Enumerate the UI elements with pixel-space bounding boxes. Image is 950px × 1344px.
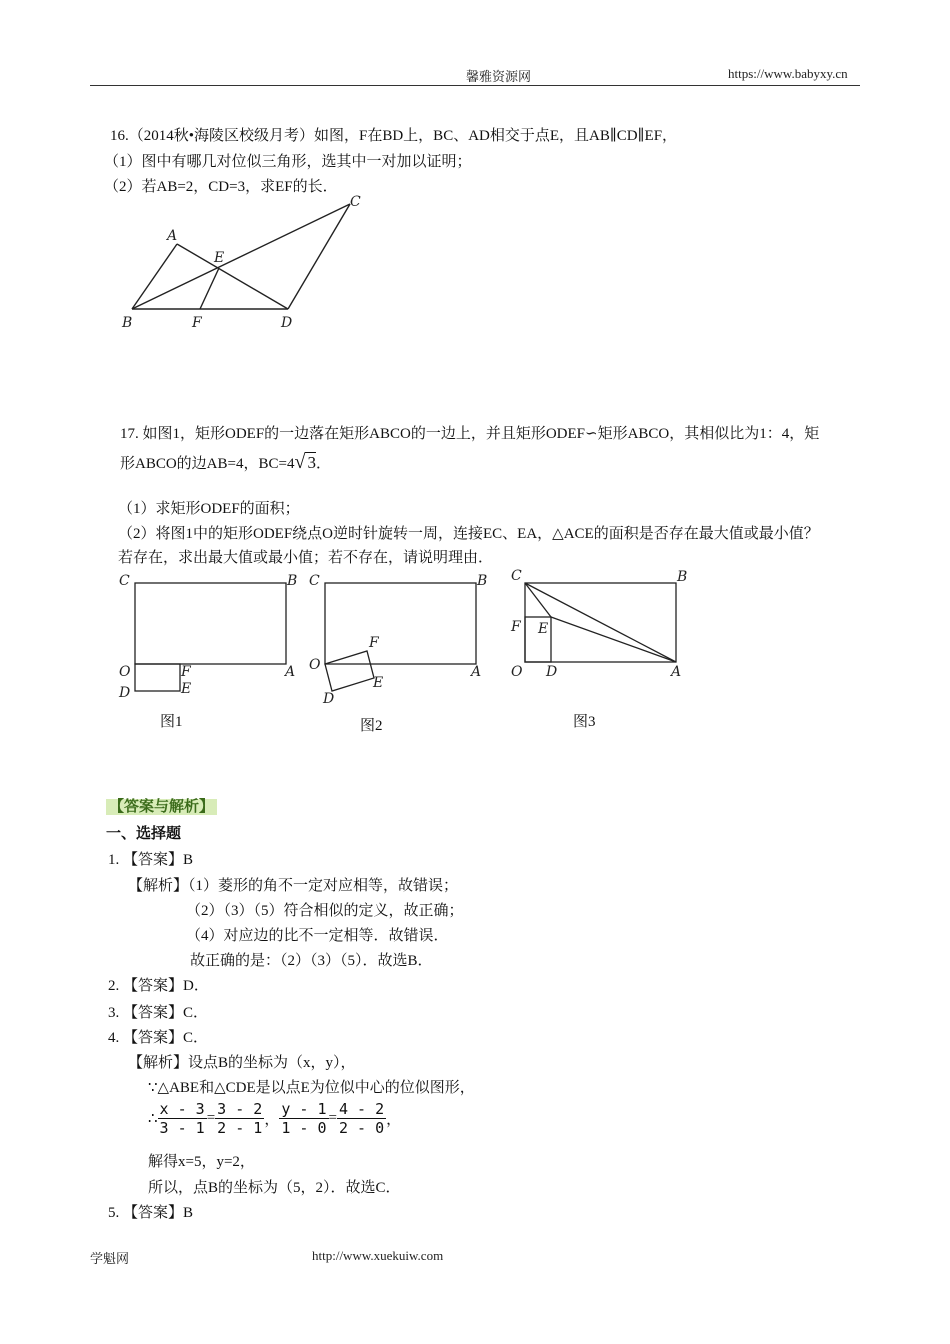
fig2-label-f: F: [369, 635, 379, 651]
answer-1-analysis-2: （2）（3）（5）符合相似的定义，故正确；: [186, 903, 464, 919]
fig2-label-d: D: [323, 691, 335, 705]
frac-4-num: 4 - 2: [338, 1100, 385, 1118]
comma-2: ，: [386, 1112, 402, 1128]
equals-1: =: [206, 1110, 216, 1126]
q17-part2: （2）将图1中的矩形ODEF绕点O逆时针旋转一周，连接EC、EA，△ACE的面积是否存在最大值或最小值？: [118, 526, 819, 542]
answer-4-analysis-3: 解得x=5，y=2，: [148, 1154, 255, 1170]
q17-part1: （1）求矩形ODEF的面积；: [118, 501, 300, 517]
frac-1-den: 3 - 1: [159, 1119, 205, 1137]
header-url[interactable]: https://www.babyxy.cn: [728, 66, 848, 81]
answer-4-equation: [148, 1100, 401, 1137]
q16-label-c: C: [350, 194, 361, 210]
q16-stem: 16.（2014秋•海陵区校级月考）如图，F在BD上，BC、AD相交于点E，且AB∥CD∥EF，: [110, 128, 678, 144]
fig1-label-d: D: [119, 685, 131, 701]
answers-title-text: 【答案与解析】: [106, 799, 217, 815]
q16-label-d: D: [281, 315, 293, 331]
fig3-label-o: O: [511, 664, 523, 680]
frac-4: [337, 1100, 386, 1137]
q17-line2: [120, 452, 331, 474]
fig3-label-e: E: [538, 621, 549, 637]
q17-fig3: [505, 565, 705, 705]
fig1-label-o: O: [119, 664, 131, 680]
answer-4: 4. 【答案】C．: [108, 1030, 209, 1046]
q16-label-f: F: [192, 315, 202, 331]
fig2-label-e: E: [373, 675, 384, 691]
fig2-label-c: C: [309, 573, 320, 589]
fig3-label-d: D: [546, 664, 558, 680]
q17-sqrt: √ 3: [294, 451, 316, 473]
q16-label-e: E: [214, 250, 225, 266]
fig2-caption: 图2: [360, 718, 383, 734]
answers-section1: 一、选择题: [106, 826, 182, 842]
header-site: 馨雅资源网: [466, 69, 532, 84]
answer-1-analysis-3: （4）对应边的比不一定相等．故错误．: [186, 928, 449, 944]
comma-1: ，: [264, 1112, 280, 1128]
q17-part2b: 若存在，求出最大值或最小值；若不存在，请说明理由．: [118, 550, 494, 566]
frac-2-num: 3 - 2: [217, 1100, 263, 1118]
answers-title: [106, 795, 217, 816]
answer-1-analysis-4: 故正确的是：（2）（3）（5）．故选B．: [190, 953, 433, 969]
fig2-label-a: A: [471, 664, 482, 680]
fig3-label-a: A: [671, 664, 682, 680]
fig2-label-b: B: [477, 573, 488, 589]
therefore-symbol: ∴: [148, 1111, 158, 1127]
q17-fig1: [115, 565, 315, 705]
q17-line2-suffix: ．: [315, 456, 331, 472]
frac-3-den: 1 - 0: [281, 1119, 327, 1137]
q16-figure: [115, 188, 375, 338]
equals-2: =: [328, 1110, 337, 1126]
frac-1-num: x - 3: [159, 1100, 205, 1118]
frac-2-den: 2 - 1: [217, 1119, 263, 1137]
answer-4-analysis-4: 所以，点B的坐标为（5，2）．故选C．: [148, 1180, 401, 1196]
answer-2: 2. 【答案】D．: [108, 978, 209, 994]
q16-part2: （2）若AB=2，CD=3，求EF的长．: [104, 179, 338, 195]
frac-3-num: y - 1: [281, 1100, 327, 1118]
q16-part1: （1）图中有哪几对位似三角形，选其中一对加以证明；: [104, 154, 472, 170]
answer-3: 3. 【答案】C．: [108, 1005, 209, 1021]
q17-fig2: [305, 565, 505, 705]
fig1-label-f: F: [181, 664, 191, 680]
frac-2: [215, 1100, 264, 1137]
q17-line1: 17. 如图1，矩形ODEF的一边落在矩形ABCO的一边上，并且矩形ODEF∽矩形ABCO，其相似比为1：4，矩: [120, 426, 820, 442]
fig3-label-b: B: [677, 569, 688, 585]
frac-3: [279, 1100, 328, 1137]
answer-4-analysis-2: ∵△ABE和△CDE是以点E为位似中心的位似图形，: [148, 1080, 475, 1096]
fig1-label-a: A: [285, 664, 296, 680]
footer-url[interactable]: http://www.xuekuiw.com: [312, 1248, 444, 1263]
q17-sqrt-radicand: 3: [307, 453, 316, 472]
q16-label-a: A: [167, 228, 178, 244]
frac-1: [158, 1100, 207, 1137]
fig1-label-c: C: [119, 573, 130, 589]
q17-line2-prefix: 形ABCO的边AB=4，BC=4: [120, 456, 295, 472]
fig3-label-f: F: [511, 619, 521, 635]
fig3-caption: 图3: [573, 714, 596, 730]
answer-1: 1. 【答案】B: [108, 852, 194, 868]
fig3-label-c: C: [511, 568, 522, 584]
answer-1-analysis-1: 【解析】（1）菱形的角不一定对应相等，故错误；: [128, 878, 459, 894]
fig1-label-b: B: [287, 573, 298, 589]
fig1-label-e: E: [181, 681, 192, 697]
q16-label-b: B: [122, 315, 133, 331]
header-divider: [90, 85, 860, 86]
footer-site: 学魁网: [90, 1251, 130, 1266]
answer-4-analysis-1: 【解析】设点B的坐标为（x，y），: [128, 1055, 356, 1071]
frac-4-den: 2 - 0: [338, 1119, 385, 1137]
answer-5: 5. 【答案】B: [108, 1205, 194, 1221]
fig2-label-o: O: [309, 657, 321, 673]
fig1-caption: 图1: [160, 714, 183, 730]
